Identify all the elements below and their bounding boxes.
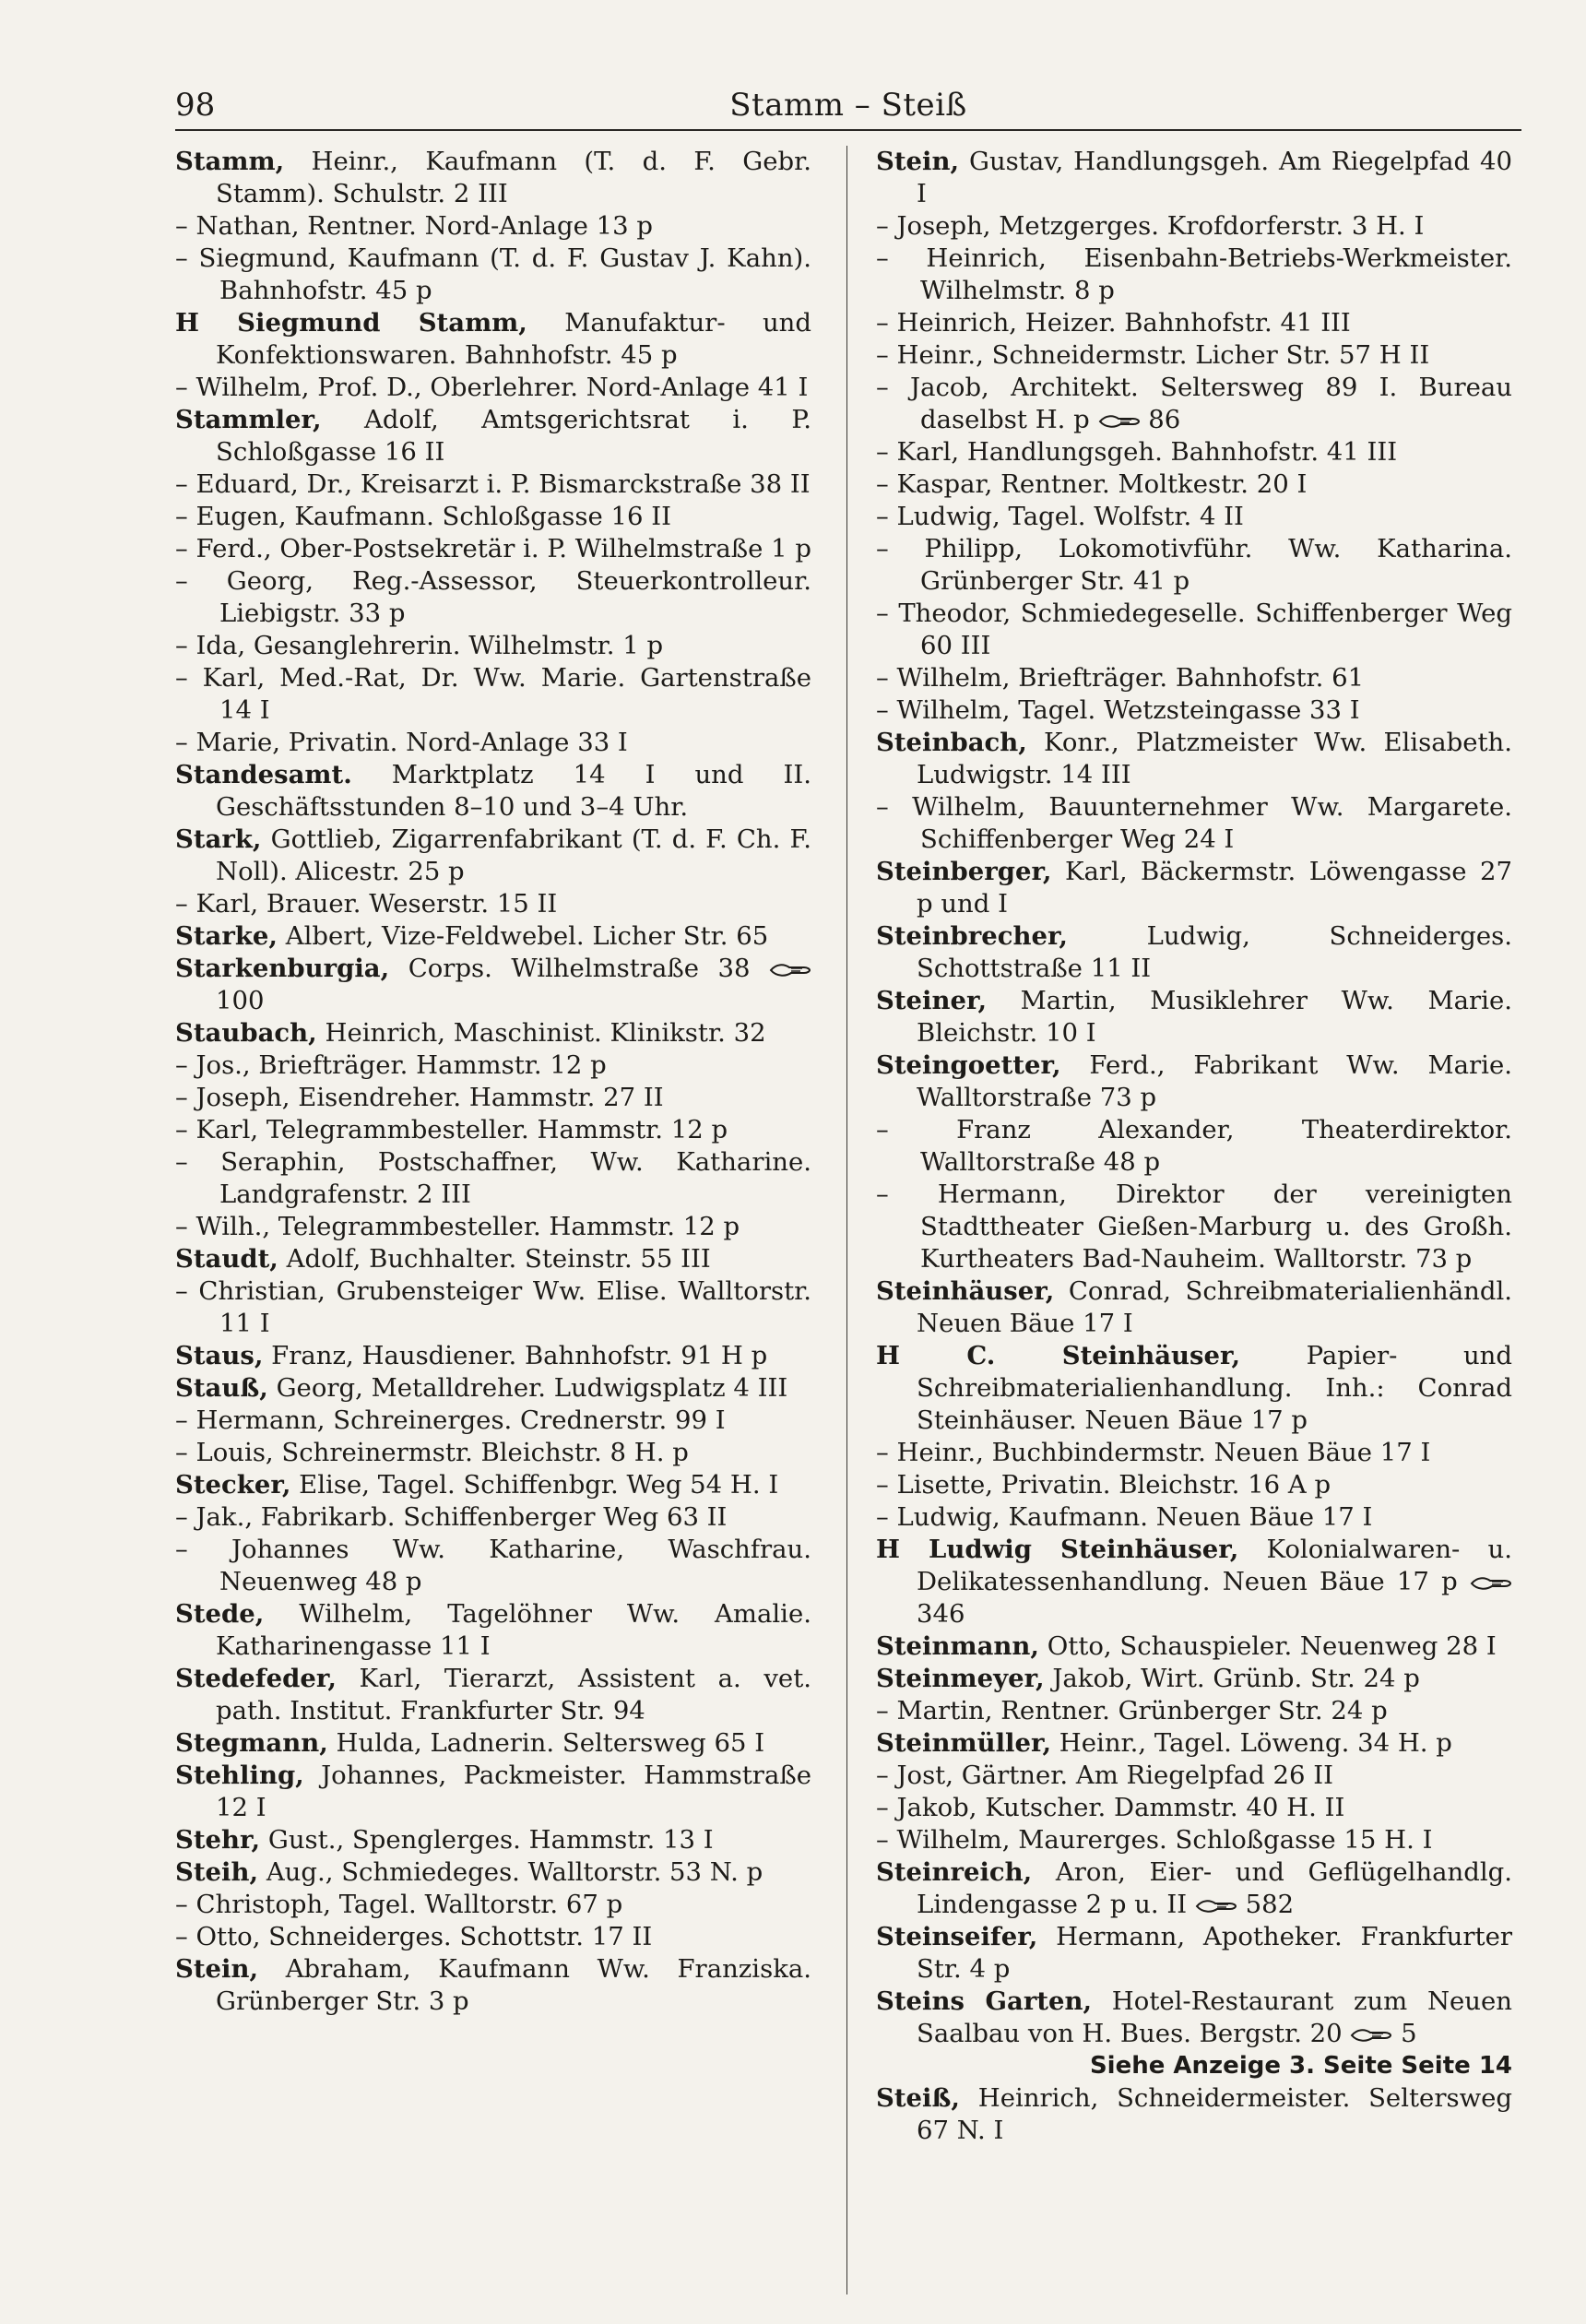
directory-subentry xyxy=(175,1275,811,1340)
entry-text: – Eugen, Kaufmann. Schloßgasse 16 II xyxy=(175,502,671,531)
entry-text: – Karl, Brauer. Weserstr. 15 II xyxy=(175,889,558,919)
entry-surname: Steins Garten, xyxy=(876,1986,1093,2016)
entry-text: Starke, Albert, Vize-Feldwebel. Licher Str. 65 xyxy=(175,921,769,951)
entry-surname: Staus, xyxy=(175,1341,264,1370)
entry-text: – Heinrich, Eisenbahn-Betriebs-Werkmeister. Wilhelmstr. 8 p xyxy=(876,243,1512,305)
entry-text: – Karl, Handlungsgeh. Bahnhofstr. 41 III xyxy=(876,437,1398,467)
entry-surname: Steinbach, xyxy=(876,728,1027,757)
directory-entry xyxy=(876,146,1512,210)
entry-text: Steins Garten, Hotel-Restaurant zum Neuen Saalbau von H. Bues. Bergstr. 20 xyxy=(876,1986,1512,2048)
telephone-number: 346 xyxy=(917,1599,965,1629)
directory-subentry xyxy=(876,662,1512,694)
entry-text: – Jost, Gärtner. Am Riegelpfad 26 II xyxy=(876,1761,1333,1790)
entry-surname: Stehr, xyxy=(175,1825,261,1855)
entry-surname: Stein, xyxy=(876,147,960,176)
directory-subentry xyxy=(175,1437,811,1469)
entry-text: Stamm, Heinr., Kaufmann (T. d. F. Gebr. Stamm). Schulstr. 2 III xyxy=(175,147,811,208)
entry-text: Steih, Aug., Schmiedeges. Walltorstr. 53 N. p xyxy=(175,1857,763,1887)
directory-entry xyxy=(876,727,1512,791)
entry-text: Stedefeder, Karl, Tierarzt, Assistent a. vet. path. Institut. Frankfurter Str. 94 xyxy=(175,1664,811,1725)
directory-entry xyxy=(876,985,1512,1049)
directory-subentry xyxy=(175,1049,811,1082)
directory-subentry xyxy=(175,1889,811,1921)
directory-entry xyxy=(876,1534,1512,1630)
entry-text: Steinhäuser, Conrad, Schreibmaterialienhändl. Neuen Bäue 17 I xyxy=(876,1276,1512,1338)
entry-surname: Steih, xyxy=(175,1857,259,1887)
directory-subentry xyxy=(175,1146,811,1211)
telephone-number: 5 xyxy=(1392,2019,1417,2048)
directory-entry xyxy=(175,1469,811,1501)
telephone-hand-icon xyxy=(1470,1574,1512,1593)
entry-text: – Wilhelm, Prof. D., Oberlehrer. Nord-Anlage 41 I xyxy=(175,373,809,402)
directory-subentry xyxy=(175,1211,811,1243)
entry-text: – Ludwig, Kaufmann. Neuen Bäue 17 I xyxy=(876,1502,1373,1532)
entry-text: – Heinr., Schneidermstr. Licher Str. 57 H II xyxy=(876,340,1430,370)
directory-subentry xyxy=(175,501,811,533)
entry-surname: Stammler, xyxy=(175,405,322,434)
entry-surname: Steinmann, xyxy=(876,1631,1039,1661)
advertisement-note: Siehe Anzeige 3. Seite Seite 14 xyxy=(1089,2052,1512,2080)
entry-surname: H Ludwig Steinhäuser, xyxy=(876,1535,1239,1564)
entry-text: Steinseifer, Hermann, Apotheker. Frankfurter Str. 4 p xyxy=(876,1922,1512,1984)
entry-text: – Christoph, Tagel. Walltorstr. 67 p xyxy=(175,1890,623,1919)
directory-entry xyxy=(876,1630,1512,1663)
directory-subentry xyxy=(876,501,1512,533)
entry-text: Steinbach, Konr., Platzmeister Ww. Elisabeth. Ludwigstr. 14 III xyxy=(876,728,1512,789)
directory-subentry xyxy=(876,1824,1512,1856)
directory-subentry xyxy=(876,243,1512,307)
directory-subentry xyxy=(876,339,1512,372)
entry-surname: Stark, xyxy=(175,824,262,854)
entry-text: – Jacob, Architekt. Seltersweg 89 I. Bureau daselbst H. p xyxy=(876,373,1512,434)
entry-text: – Johannes Ww. Katharine, Waschfrau. Neuenweg 48 p xyxy=(175,1535,811,1596)
entry-text: – Hermann, Schreinerges. Crednerstr. 99 I xyxy=(175,1405,726,1435)
directory-subentry xyxy=(175,888,811,920)
entry-text: Stammler, Adolf, Amtsgerichtsrat i. P. Schloßgasse 16 II xyxy=(175,405,811,467)
directory-entry xyxy=(175,1017,811,1049)
directory-subentry xyxy=(876,436,1512,468)
entry-text: – Louis, Schreinermstr. Bleichstr. 8 H. p xyxy=(175,1438,689,1467)
entry-text: Steinreich, Aron, Eier- und Geflügelhandlg. Lindengasse 2 p u. II xyxy=(876,1857,1512,1919)
directory-subentry xyxy=(175,1921,811,1953)
directory-subentry xyxy=(876,598,1512,662)
directory-subentry xyxy=(876,1792,1512,1824)
entry-surname: H C. Steinhäuser, xyxy=(876,1341,1241,1370)
entry-text: Steinmüller, Heinr., Tagel. Löweng. 34 H. p xyxy=(876,1728,1452,1758)
entry-text: H Ludwig Steinhäuser, Kolonialwaren- u. Delikatessenhandlung. Neuen Bäue 17 p xyxy=(876,1535,1512,1596)
directory-entry xyxy=(876,1049,1512,1114)
entry-text: – Heinr., Buchbindermstr. Neuen Bäue 17 I xyxy=(876,1438,1431,1467)
entry-text: – Seraphin, Postschaffner, Ww. Katharine. Landgrafenstr. 2 III xyxy=(175,1147,811,1209)
directory-entry xyxy=(175,1598,811,1663)
entry-text: – Jos., Briefträger. Hammstr. 12 p xyxy=(175,1050,607,1080)
entry-surname: H Siegmund Stamm, xyxy=(175,308,527,338)
entry-surname: Steiner, xyxy=(876,986,988,1015)
directory-subentry xyxy=(876,1179,1512,1275)
telephone-hand-icon xyxy=(1350,2026,1392,2045)
entry-text: – Martin, Rentner. Grünberger Str. 24 p xyxy=(876,1696,1388,1725)
telephone-number: 582 xyxy=(1237,1890,1295,1919)
directory-subentry xyxy=(876,1695,1512,1727)
directory-subentry xyxy=(175,1082,811,1114)
directory-entry xyxy=(876,2082,1512,2147)
directory-subentry xyxy=(876,1469,1512,1501)
entry-text: Steingoetter, Ferd., Fabrikant Ww. Marie. Walltorstraße 73 p xyxy=(876,1050,1512,1112)
entry-text: – Jak., Fabrikarb. Schiffenberger Weg 63 II xyxy=(175,1502,728,1532)
directory-subentry xyxy=(876,1501,1512,1534)
directory-entry xyxy=(175,1340,811,1372)
entry-text: – Siegmund, Kaufmann (T. d. F. Gustav J. Kahn). Bahnhofstr. 45 p xyxy=(175,243,811,305)
entry-text: – Hermann, Direktor der vereinigten Stadttheater Gießen-Marburg u. des Großh. Kurtheaters Bad-Nauheim. Walltorstr. 73 p xyxy=(876,1180,1512,1274)
entry-text: Starkenburgia, Corps. Wilhelmstraße 38 xyxy=(175,954,751,983)
entry-surname: Stede, xyxy=(175,1599,265,1629)
right-column xyxy=(876,146,1512,2147)
directory-entry xyxy=(175,1372,811,1405)
entry-surname: Stein, xyxy=(175,1954,259,1984)
entry-text: Steinmann, Otto, Schauspieler. Neuenweg 28 I xyxy=(876,1631,1497,1661)
directory-subentry xyxy=(175,372,811,404)
entry-surname: Steiß, xyxy=(876,2083,960,2113)
entry-text: – Wilhelm, Maurerges. Schloßgasse 15 H. I xyxy=(876,1825,1433,1855)
telephone-hand-icon xyxy=(1098,412,1141,431)
entry-text: – Kaspar, Rentner. Moltkestr. 20 I xyxy=(876,469,1308,499)
entry-text: Standesamt. Marktplatz 14 I und II. Geschäftsstunden 8–10 und 3–4 Uhr. xyxy=(175,760,811,822)
directory-entry xyxy=(175,953,811,1017)
directory-entry xyxy=(175,1760,811,1824)
entry-text: Stegmann, Hulda, Ladnerin. Seltersweg 65 I xyxy=(175,1728,765,1758)
entry-surname: Steinberger, xyxy=(876,857,1052,886)
telephone-number: 86 xyxy=(1140,405,1181,434)
directory-entry xyxy=(175,1856,811,1889)
entry-surname: Stecker, xyxy=(175,1470,291,1500)
directory-subentry xyxy=(175,1534,811,1598)
entry-text: Steinmeyer, Jakob, Wirt. Grünb. Str. 24 p xyxy=(876,1664,1420,1693)
entry-surname: Steinmüller, xyxy=(876,1728,1052,1758)
entry-surname: Starke, xyxy=(175,921,278,951)
entry-text: Steiner, Martin, Musiklehrer Ww. Marie. Bleichstr. 10 I xyxy=(876,986,1512,1048)
entry-text: – Joseph, Eisendreher. Hammstr. 27 II xyxy=(175,1083,664,1112)
entry-text: – Ferd., Ober-Postsekretär i. P. Wilhelmstraße 1 p xyxy=(175,534,811,563)
entry-text: Staus, Franz, Hausdiener. Bahnhofstr. 91 H p xyxy=(175,1341,768,1370)
directory-subentry xyxy=(175,533,811,565)
directory-subentry xyxy=(876,694,1512,727)
entry-surname: Steinreich, xyxy=(876,1857,1033,1887)
directory-entry xyxy=(876,920,1512,985)
directory-entry xyxy=(876,1856,1512,1921)
directory-subentry xyxy=(876,307,1512,339)
directory-subentry xyxy=(175,630,811,662)
directory-subentry xyxy=(876,468,1512,501)
page-header xyxy=(175,81,1521,127)
left-column xyxy=(175,146,811,2018)
entry-text: – Karl, Med.-Rat, Dr. Ww. Marie. Gartenstraße 14 I xyxy=(175,663,811,725)
entry-text: – Ida, Gesanglehrerin. Wilhelmstr. 1 p xyxy=(175,631,664,660)
directory-subentry xyxy=(876,791,1512,856)
entry-text: – Eduard, Dr., Kreisarzt i. P. Bismarckstraße 38 II xyxy=(175,469,811,499)
entry-text: – Otto, Schneiderges. Schottstr. 17 II xyxy=(175,1922,653,1951)
telephone-hand-icon xyxy=(769,961,811,979)
telephone-number: 100 xyxy=(216,986,265,1015)
directory-entry xyxy=(876,1275,1512,1340)
entry-surname: Stamm, xyxy=(175,147,285,176)
directory-subentry xyxy=(175,243,811,307)
entry-text: Stecker, Elise, Tagel. Schiffenbgr. Weg 54 H. I xyxy=(175,1470,779,1500)
entry-text: Steiß, Heinrich, Schneidermeister. Seltersweg 67 N. I xyxy=(876,2083,1512,2145)
directory-subentry xyxy=(175,468,811,501)
directory-entry xyxy=(175,307,811,372)
entry-text: – Karl, Telegrammbesteller. Hammstr. 12 p xyxy=(175,1115,728,1144)
directory-entry xyxy=(876,856,1512,920)
entry-surname: Stehling, xyxy=(175,1761,304,1790)
entry-text: Steinberger, Karl, Bäckermstr. Löwengasse 27 p und I xyxy=(876,857,1512,919)
entry-text: – Theodor, Schmiedegeselle. Schiffenberger Weg 60 III xyxy=(876,599,1512,660)
directory-subentry xyxy=(175,210,811,243)
entry-surname: Staubach, xyxy=(175,1018,317,1048)
directory-subentry xyxy=(876,1114,1512,1179)
entry-surname: Starkenburgia, xyxy=(175,954,390,983)
entry-surname: Standesamt. xyxy=(175,760,352,789)
directory-entry xyxy=(175,1953,811,2018)
directory-subentry xyxy=(876,533,1512,598)
entry-surname: Steinhäuser, xyxy=(876,1276,1055,1306)
directory-entry xyxy=(876,1727,1512,1760)
directory-subentry xyxy=(175,1501,811,1534)
directory-entry xyxy=(175,824,811,888)
entry-text: – Heinrich, Heizer. Bahnhofstr. 41 III xyxy=(876,308,1351,338)
entry-text: – Joseph, Metzgerges. Krofdorferstr. 3 H. I xyxy=(876,211,1425,241)
directory-entry xyxy=(175,1824,811,1856)
entry-text: Stede, Wilhelm, Tagelöhner Ww. Amalie. Katharinengasse 11 I xyxy=(175,1599,811,1661)
directory-entry xyxy=(175,1663,811,1727)
entry-surname: Stedefeder, xyxy=(175,1664,337,1693)
directory-subentry xyxy=(876,210,1512,243)
entry-text: – Franz Alexander, Theaterdirektor. Walltorstraße 48 p xyxy=(876,1115,1512,1177)
column-divider xyxy=(846,146,847,2294)
running-head: Stamm – Steiß xyxy=(729,87,967,124)
directory-subentry xyxy=(175,662,811,727)
entry-text: – Marie, Privatin. Nord-Anlage 33 I xyxy=(175,728,628,757)
entry-text: – Wilhelm, Bauunternehmer Ww. Margarete. Schiffenberger Weg 24 I xyxy=(876,792,1512,854)
entry-text: Stark, Gottlieb, Zigarrenfabrikant (T. d. F. Ch. F. Noll). Alicestr. 25 p xyxy=(175,824,811,886)
entry-text: – Nathan, Rentner. Nord-Anlage 13 p xyxy=(175,211,654,241)
directory-subentry xyxy=(876,1437,1512,1469)
entry-surname: Stauß, xyxy=(175,1373,268,1403)
entry-text: – Georg, Reg.-Assessor, Steuerkontrolleur. Liebigstr. 33 p xyxy=(175,566,811,628)
entry-text: – Wilh., Telegrammbesteller. Hammstr. 12 p xyxy=(175,1212,740,1241)
telephone-hand-icon xyxy=(1195,1897,1237,1915)
entry-text: – Lisette, Privatin. Bleichstr. 16 A p xyxy=(876,1470,1332,1500)
entry-text: – Wilhelm, Tagel. Wetzsteingasse 33 I xyxy=(876,695,1360,725)
directory-subentry xyxy=(876,372,1512,436)
entry-surname: Steinseifer, xyxy=(876,1922,1038,1951)
entry-text: – Jakob, Kutscher. Dammstr. 40 H. II xyxy=(876,1793,1345,1822)
entry-text: – Philipp, Lokomotivführ. Ww. Katharina. Grünberger Str. 41 p xyxy=(876,534,1512,596)
directory-subentry xyxy=(175,727,811,759)
entry-text: H Siegmund Stamm, Manufaktur- und Konfektionswaren. Bahnhofstr. 45 p xyxy=(175,308,811,370)
header-rule xyxy=(175,129,1521,131)
directory-entry xyxy=(175,759,811,824)
directory-entry xyxy=(876,1340,1512,1437)
entry-text: Staubach, Heinrich, Maschinist. Klinikstr. 32 xyxy=(175,1018,766,1048)
entry-text: – Wilhelm, Briefträger. Bahnhofstr. 61 xyxy=(876,663,1365,693)
directory-entry xyxy=(175,404,811,468)
directory-entry xyxy=(175,1727,811,1760)
directory-subentry xyxy=(175,1405,811,1437)
entry-surname: Steinmeyer, xyxy=(876,1664,1045,1693)
entry-surname: Steingoetter, xyxy=(876,1050,1061,1080)
directory-subentry xyxy=(876,1760,1512,1792)
entry-text: Stehling, Johannes, Packmeister. Hammstraße 12 I xyxy=(175,1761,811,1822)
entry-text: Staudt, Adolf, Buchhalter. Steinstr. 55 III xyxy=(175,1244,711,1274)
directory-entry xyxy=(876,1921,1512,1986)
directory-entry xyxy=(175,1243,811,1275)
entry-text: Stauß, Georg, Metalldreher. Ludwigsplatz 4 III xyxy=(175,1373,788,1403)
entry-text: – Christian, Grubensteiger Ww. Elise. Walltorstr. 11 I xyxy=(175,1276,811,1338)
entry-text: Stehr, Gust., Spenglerges. Hammstr. 13 I xyxy=(175,1825,714,1855)
entry-surname: Steinbrecher, xyxy=(876,921,1069,951)
entry-text: – Ludwig, Tagel. Wolfstr. 4 II xyxy=(876,502,1244,531)
directory-entry xyxy=(876,1663,1512,1695)
directory-entry xyxy=(175,920,811,953)
entry-surname: Stegmann, xyxy=(175,1728,328,1758)
directory-subentry xyxy=(175,565,811,630)
entry-surname: Staudt, xyxy=(175,1244,278,1274)
entry-text: H C. Steinhäuser, Papier- und Schreibmaterialienhandlung. Inh.: Conrad Steinhäuser. Neuen Bäue 17 p xyxy=(876,1341,1512,1435)
directory-entry xyxy=(175,146,811,210)
entry-text: Stein, Gustav, Handlungsgeh. Am Riegelpfad 40 I xyxy=(876,147,1512,208)
entry-text: Stein, Abraham, Kaufmann Ww. Franziska. Grünberger Str. 3 p xyxy=(175,1954,811,2016)
directory-entry xyxy=(876,1986,1512,2050)
entry-text: Steinbrecher, Ludwig, Schneiderges. Schottstraße 11 II xyxy=(876,921,1512,983)
page-number: 98 xyxy=(175,87,216,124)
directory-subentry xyxy=(175,1114,811,1146)
